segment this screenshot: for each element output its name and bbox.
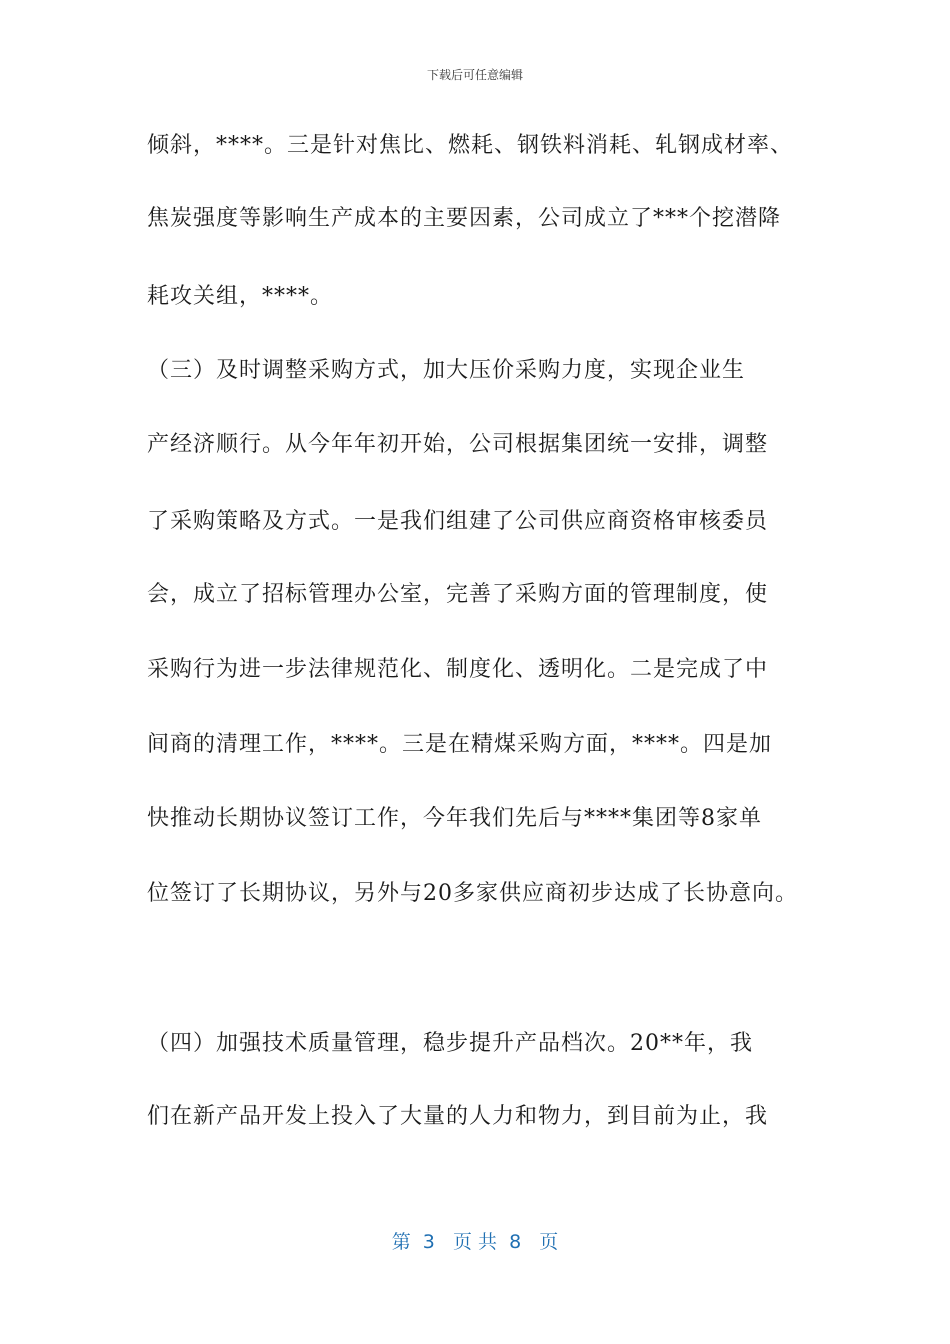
page-header: 下载后可任意编辑	[426, 68, 523, 82]
body-line-11: 位签订了长期协议，另外与20多家供应商初步达成了长协意向。	[147, 881, 798, 906]
body-line-3: 耗攻关组，****。	[147, 284, 334, 309]
body-line-1: 倾斜，****。三是针对焦比、燃耗、钢铁料消耗、轧钢成材率、	[147, 133, 794, 158]
body-line-10: 快推动长期协议签订工作，今年我们先后与****集团等8家单	[147, 806, 762, 831]
body-line-8: 采购行为进一步法律规范化、制度化、透明化。二是完成了中	[147, 657, 769, 682]
body-line-7: 会，成立了招标管理办公室，完善了采购方面的管理制度，使	[147, 582, 769, 607]
page-number-footer: 第 3 页 共 8 页	[391, 1231, 559, 1253]
body-line-9: 间商的清理工作，****。三是在精煤采购方面，****。四是加	[147, 732, 773, 757]
body-line-5: 产经济顺行。从今年年初开始，公司根据集团统一安排，调整	[147, 432, 769, 457]
body-line-2: 焦炭强度等影响生产成本的主要因素，公司成立了***个挖潜降	[147, 206, 782, 231]
body-line-12: （四）加强技术质量管理，稳步提升产品档次。20**年，我	[147, 1031, 753, 1056]
body-line-6: 了采购策略及方式。一是我们组建了公司供应商资格审核委员	[147, 509, 769, 534]
body-line-4: （三）及时调整采购方式，加大压价采购力度，实现企业生	[147, 358, 746, 383]
body-line-13: 们在新产品开发上投入了大量的人力和物力，到目前为止，我	[147, 1104, 769, 1129]
